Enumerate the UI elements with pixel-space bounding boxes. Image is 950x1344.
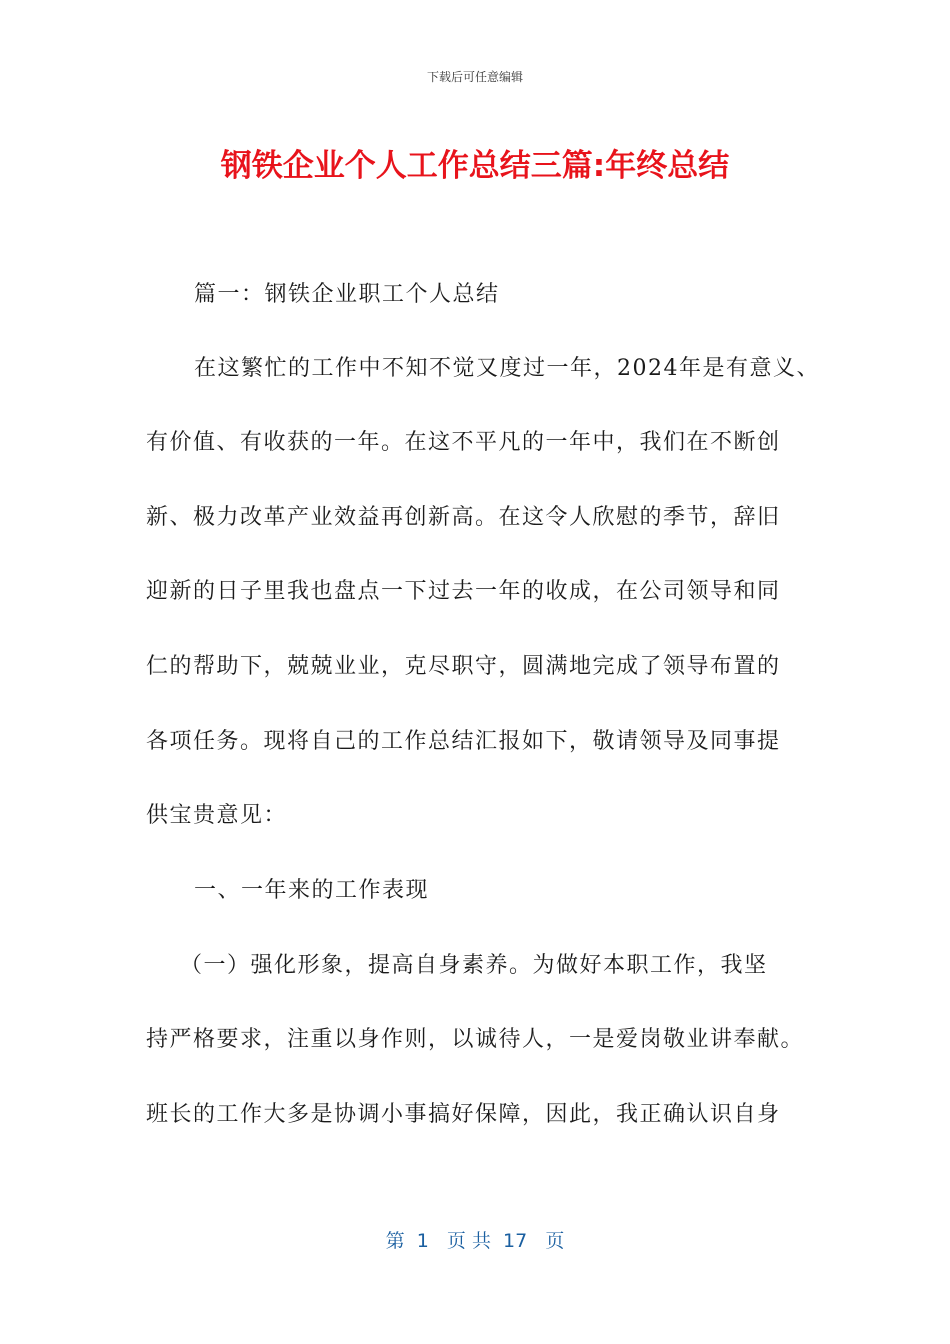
paragraph-line: 各项任务。现将自己的工作总结汇报如下，敬请领导及同事提 [146, 729, 781, 754]
document-title: 钢铁企业个人工作总结三篇:年终总结 [220, 148, 730, 184]
paragraph-line: 供宝贵意见： [146, 803, 288, 828]
paragraph-line: 仁的帮助下，兢兢业业，克尽职守，圆满地完成了领导布置的 [146, 654, 781, 679]
paragraph-line: 有价值、有收获的一年。在这不平凡的一年中，我们在不断创 [146, 430, 781, 455]
paragraph-line: （一）强化形象，提高自身素养。为做好本职工作，我坚 [180, 953, 768, 978]
page-footer: 第 1 页 共 17 页 [385, 1230, 565, 1252]
paragraph-line: 新、极力改革产业效益再创新高。在这令人欣慰的季节，辞旧 [146, 505, 781, 530]
subsection-heading: 一、一年来的工作表现 [194, 878, 430, 903]
header-note: 下载后可任意编辑 [426, 70, 523, 84]
section-heading: 篇一：钢铁企业职工个人总结 [194, 282, 500, 307]
paragraph-line: 在这繁忙的工作中不知不觉又度过一年，2024年是有意义、 [194, 356, 820, 381]
paragraph-line: 持严格要求，注重以身作则，以诚待人，一是爱岗敬业讲奉献。 [146, 1027, 805, 1052]
paragraph-line: 迎新的日子里我也盘点一下过去一年的收成，在公司领导和同 [146, 579, 781, 604]
paragraph-line: 班长的工作大多是协调小事搞好保障，因此，我正确认识自身 [146, 1102, 781, 1127]
